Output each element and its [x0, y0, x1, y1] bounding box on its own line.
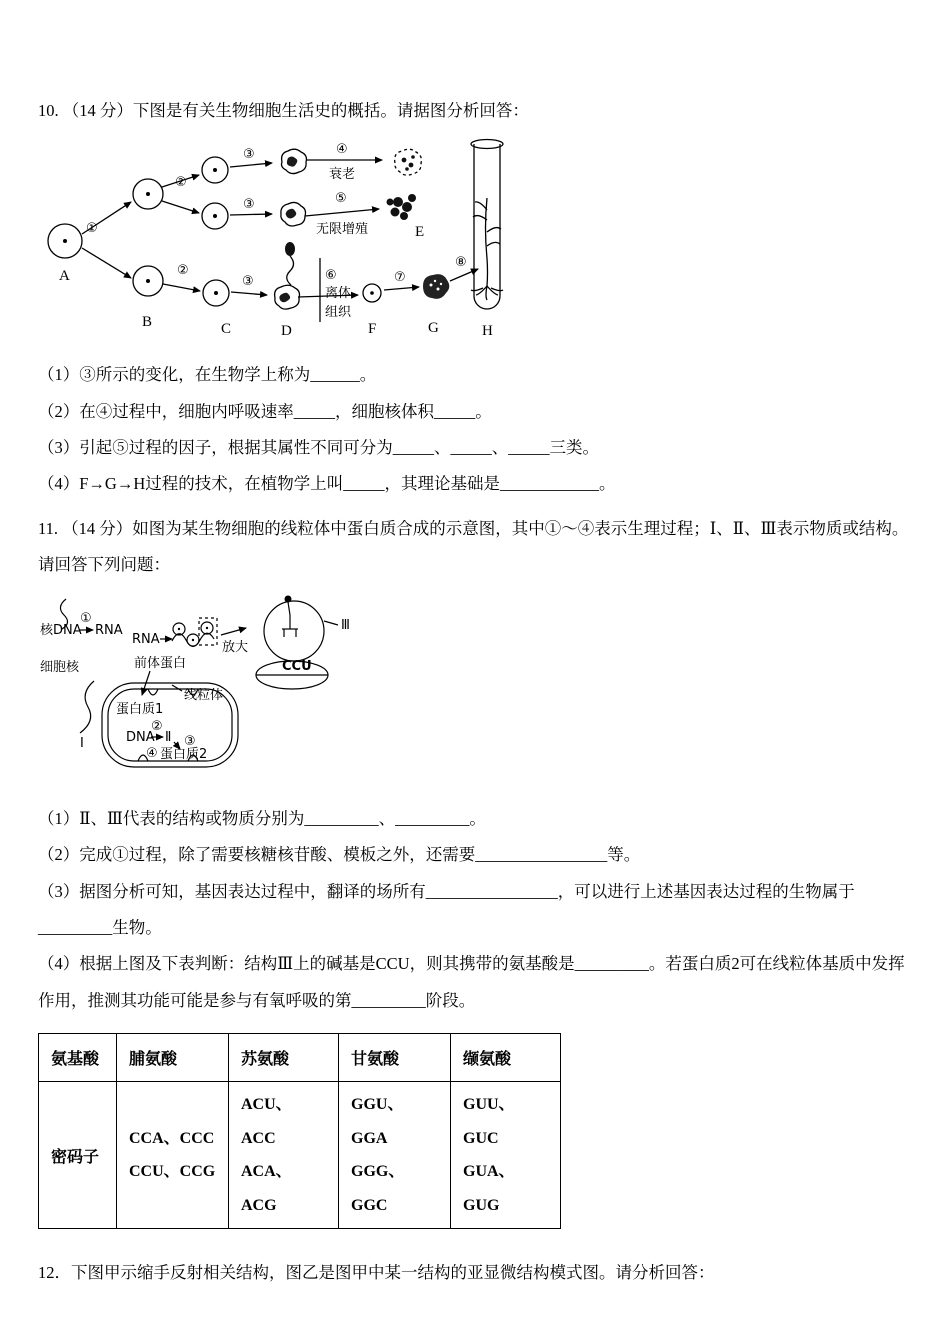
arrow-3c	[231, 292, 267, 295]
cell-c-group	[202, 157, 229, 306]
codon-line: CCA、CCC	[129, 1129, 215, 1147]
q11-sub2: （2）完成①过程，除了需要核糖核苷酸、模板之外，还需要________________等。	[38, 845, 641, 865]
step-8-label: ⑧	[455, 255, 467, 271]
enlarged-ribosome	[256, 596, 338, 690]
q11-heading: 11. （14 分）如图为某生物细胞的线粒体中蛋白质合成的示意图，其中①～④表示生理过程；Ⅰ、Ⅱ、Ⅲ表示物质或结构。请回答下列问题：	[38, 518, 909, 574]
q10-sub2: （2）在④过程中，细胞内呼吸速率_____，细胞核体积_____。	[38, 401, 492, 421]
arrow-3b	[230, 214, 272, 215]
q10-sub4: （4）F→G→H过程的技术，在植物学上叫_____，其理论基础是____________。	[38, 474, 616, 494]
arrow-5	[305, 209, 379, 216]
cell-b-top	[133, 179, 163, 209]
precursor-protein-label: 前体蛋白	[134, 656, 187, 672]
codon-line: GUA、GUG	[463, 1163, 515, 1214]
codon-table	[38, 1033, 561, 1229]
row-label-codon: 密码子	[39, 1081, 117, 1228]
arrow-3a	[230, 163, 272, 167]
q11-sub1: （1）Ⅱ、Ⅲ代表的结构或物质分别为_________、_________。	[38, 809, 486, 829]
step-3a-label: ③	[243, 147, 255, 163]
header-amino-acid: 氨基酸	[39, 1033, 117, 1081]
codon-line: CCU、CCG	[129, 1163, 216, 1181]
step-3b-label: ③	[243, 197, 255, 213]
step-1-label: ①	[86, 221, 98, 237]
step-7-label: ⑦	[394, 270, 406, 286]
substance-i-label: Ⅰ	[80, 736, 84, 752]
arrow-2c	[163, 284, 200, 291]
process-1-label: ①	[80, 611, 92, 627]
label-b: B	[142, 314, 153, 331]
proliferation-annotation: 无限增殖	[316, 222, 369, 238]
mitochondrion-label: 线粒体	[184, 688, 224, 704]
header-valine: 缬氨酸	[451, 1033, 561, 1081]
codon-table-body-row	[39, 1081, 561, 1228]
test-tube-plantlet	[471, 140, 503, 310]
rna-label-2: RNA	[132, 632, 160, 648]
cell-a	[48, 224, 82, 258]
codon-line: GUU、GUC	[463, 1095, 515, 1147]
header-threonine: 苏氨酸	[229, 1033, 339, 1081]
codon-cell-glycine	[339, 1081, 451, 1228]
senescent-cell	[395, 150, 422, 176]
codon-cell-proline	[117, 1081, 229, 1228]
label-f: F	[368, 321, 377, 338]
step-2a-label: ②	[175, 175, 187, 191]
codon-line: ACA、ACG	[241, 1163, 292, 1214]
label-h: H	[482, 323, 493, 340]
rna-strand-i	[80, 681, 94, 733]
arrow-7	[384, 287, 419, 290]
codon-line: GGG、GGC	[351, 1163, 405, 1214]
q11-sub4: （4）根据上图及下表判断：结构Ⅲ上的碱基是CCU，则其携带的氨基酸是_________。若蛋白质2可在线粒体基质中发挥作用，推测其功能可能是参与有氧呼吸的第_________阶段。	[38, 954, 905, 1010]
structure-iii-label: Ⅲ	[341, 618, 350, 634]
codon-cell-valine	[451, 1081, 561, 1228]
differentiated-cell-2	[281, 203, 306, 227]
differentiated-cell-3	[275, 286, 300, 310]
differentiated-cell-1	[282, 150, 307, 174]
q11-mitochondria-diagram	[38, 595, 910, 795]
label-a: A	[59, 268, 70, 285]
rna-label-1: RNA	[95, 623, 123, 639]
process-3-label: ③	[184, 734, 196, 750]
label-g: G	[428, 320, 439, 337]
codon-line: GGU、GGA	[351, 1095, 404, 1147]
aging-annotation: 衰老	[329, 167, 356, 183]
codon-cell-threonine	[229, 1081, 339, 1228]
process-4-label: ④	[146, 746, 158, 762]
step-6-label: ⑥	[325, 268, 337, 284]
step-5-label: ⑤	[335, 191, 347, 207]
zoom-arrow	[221, 628, 246, 635]
zoom-label: 放大	[222, 640, 249, 656]
header-glycine: 甘氨酸	[339, 1033, 451, 1081]
callus-g	[423, 275, 449, 300]
q10-sub3: （3）引起⑤过程的因子，根据其属性不同可分为_____、_____、_____三类。	[38, 437, 599, 457]
isolated-annotation: 离体	[325, 286, 352, 302]
codon-table-header-row	[39, 1033, 561, 1081]
q12-heading: 12．下图甲示缩手反射相关结构，图乙是图甲中某一结构的亚显微结构模式图。请分析回答：	[38, 1263, 715, 1283]
q10-heading: 10. （14 分）下图是有关生物细胞生活史的概括。请据图分析回答：	[38, 101, 529, 120]
protein-2-label: 蛋白质2	[160, 747, 208, 763]
tissue-annotation: 组织	[325, 305, 352, 321]
step-2b-label: ②	[177, 263, 189, 279]
q10-sub1: （1）③所示的变化，在生物学上称为______。	[38, 365, 377, 385]
cancer-cell-cluster	[387, 194, 417, 220]
process-2-label: ②	[151, 719, 163, 735]
header-proline: 脯氨酸	[117, 1033, 229, 1081]
arrow-2b	[162, 201, 199, 213]
mitochondrial-protein-synthesis-figure	[38, 595, 373, 795]
arrow-1b	[82, 248, 131, 278]
nuclear-dna-label: 核DNA	[40, 623, 82, 639]
nucleus-label: 细胞核	[40, 660, 80, 676]
spacer	[38, 503, 910, 511]
cell-b-bottom	[133, 266, 163, 296]
label-d: D	[281, 323, 292, 340]
mito-label-pointer	[172, 685, 182, 691]
label-c: C	[221, 321, 232, 338]
step-3c-label: ③	[242, 274, 254, 290]
cell-f	[363, 284, 381, 302]
ccu-anticodon-label: CCU	[282, 659, 312, 675]
cell-life-history-figure	[38, 136, 558, 351]
protein-1-label: 蛋白质1	[116, 702, 164, 718]
structure-ii-label: Ⅱ	[165, 730, 172, 746]
mito-dna-label: DNA	[126, 730, 155, 746]
label-e: E	[415, 224, 425, 241]
q11-sub3: （3）据图分析可知，基因表达过程中，翻译的场所有________________，可以进行上述基因表达过程的生物属于_________生物。	[38, 881, 855, 938]
codon-line: ACU、ACC	[241, 1095, 292, 1147]
step-4-label: ④	[336, 142, 348, 158]
sperm-cell	[285, 242, 295, 285]
q10-cell-life-diagram	[38, 136, 910, 351]
